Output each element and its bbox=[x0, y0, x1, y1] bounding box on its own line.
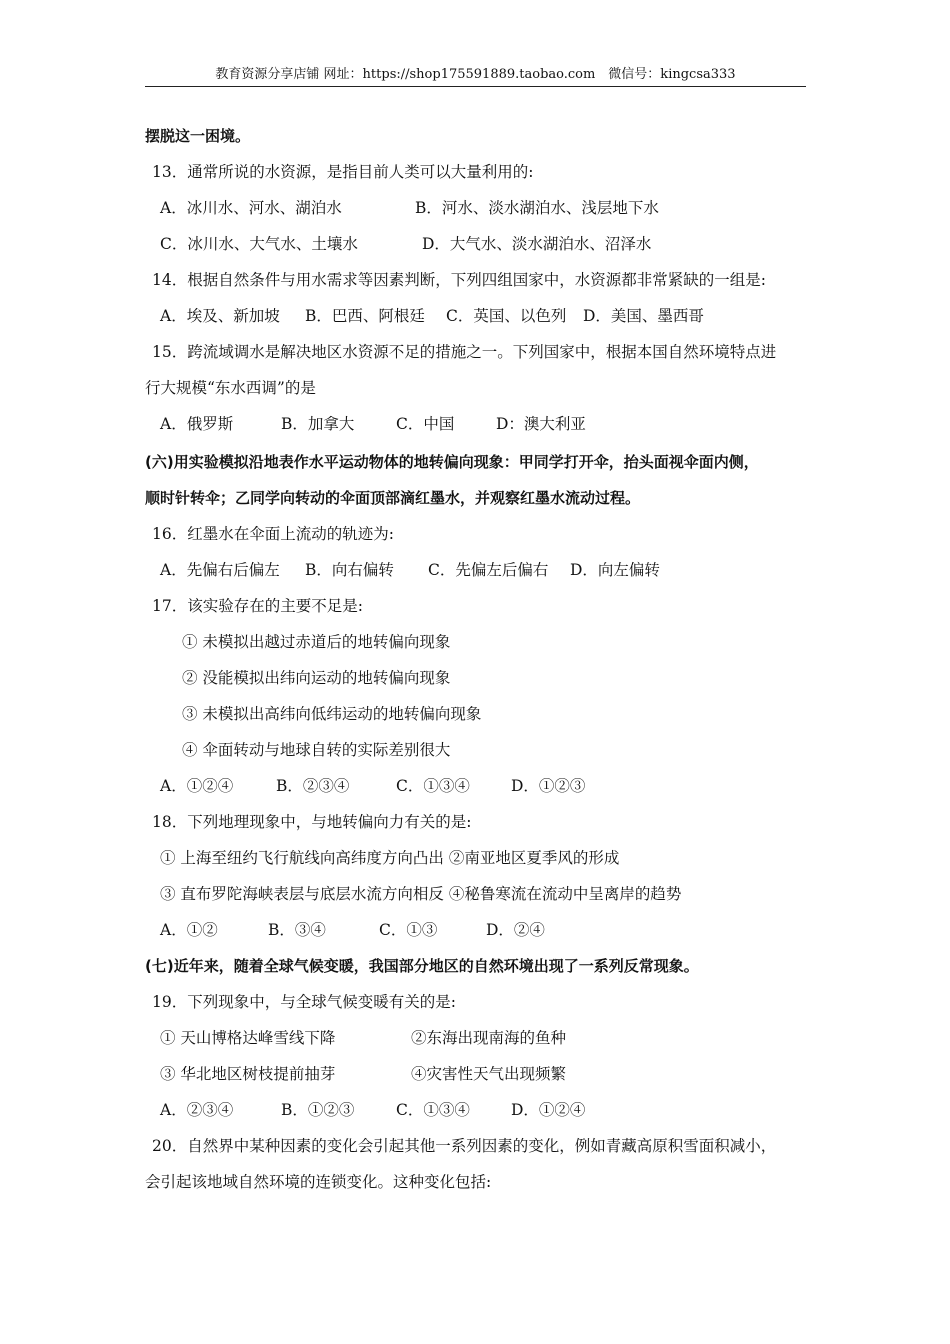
q18-items-line1: ① 上海至纽约飞行航线向高纬度方向凸出 ②南亚地区夏季风的形成 bbox=[160, 849, 620, 867]
q16-option-b: B．向右偏转 bbox=[305, 561, 394, 579]
q19-item-3: ③ 华北地区树枝提前抽芽 bbox=[160, 1065, 336, 1083]
q17-item-4: ④ 伞面转动与地球自转的实际差别很大 bbox=[182, 741, 451, 759]
q13-option-d: D．大气水、淡水湖泊水、沼泽水 bbox=[422, 235, 652, 253]
q15-option-d: D：澳大利亚 bbox=[496, 415, 586, 433]
q18-items-line2: ③ 直布罗陀海峡表层与底层水流方向相反 ④秘鲁寒流在流动中呈离岸的趋势 bbox=[160, 885, 682, 903]
q16-stem: 16．红墨水在伞面上流动的轨迹为: bbox=[152, 525, 394, 543]
q13-option-b: B．河水、淡水湖泊水、浅层地下水 bbox=[415, 199, 659, 217]
q16-option-d: D．向左偏转 bbox=[570, 561, 660, 579]
q16-option-c: C．先偏左后偏右 bbox=[428, 561, 549, 579]
q19-option-d: D．①②④ bbox=[511, 1101, 586, 1119]
q17-option-b: B．②③④ bbox=[276, 777, 350, 795]
q18-stem: 18．下列地理现象中，与地转偏向力有关的是: bbox=[152, 813, 472, 831]
q17-item-3: ③ 未模拟出高纬向低纬运动的地转偏向现象 bbox=[182, 705, 482, 723]
q19-item-2: ②东海出现南海的鱼种 bbox=[411, 1029, 567, 1047]
q18-option-d: D．②④ bbox=[486, 921, 545, 939]
q18-option-c: C．①③ bbox=[379, 921, 438, 939]
q15-stem-line2: 行大规模“东水西调”的是 bbox=[145, 379, 316, 397]
q20-stem-line1: 20．自然界中某种因素的变化会引起其他一系列因素的变化，例如青藏高原积雪面积减小， bbox=[152, 1137, 777, 1155]
q15-option-a: A．俄罗斯 bbox=[160, 415, 234, 433]
q19-stem: 19．下列现象中，与全球气候变暖有关的是: bbox=[152, 993, 456, 1011]
q14-option-d: D．美国、墨西哥 bbox=[583, 307, 704, 325]
intro-tail: 摆脱这一困境。 bbox=[145, 127, 251, 145]
q17-item-2: ② 没能模拟出纬向运动的地转偏向现象 bbox=[182, 669, 451, 687]
q19-item-4: ④灾害性天气出现频繁 bbox=[411, 1065, 567, 1083]
q14-option-a: A．埃及、新加坡 bbox=[160, 307, 280, 325]
q16-option-a: A．先偏右后偏左 bbox=[160, 561, 280, 579]
q19-item-1: ① 天山博格达峰雪线下降 bbox=[160, 1029, 336, 1047]
q14-option-b: B．巴西、阿根廷 bbox=[305, 307, 425, 325]
q17-item-1: ① 未模拟出越过赤道后的地转偏向现象 bbox=[182, 633, 451, 651]
q14-option-c: C．英国、以色列 bbox=[446, 307, 567, 325]
q19-option-a: A．②③④ bbox=[160, 1101, 234, 1119]
q15-stem-line1: 15．跨流域调水是解决地区水资源不足的措施之一。下列国家中，根据本国自然环境特点进 bbox=[152, 343, 777, 361]
q14-stem: 14．根据自然条件与用水需求等因素判断，下列四组国家中，水资源都非常紧缺的一组是: bbox=[152, 271, 766, 289]
q18-option-b: B．③④ bbox=[268, 921, 326, 939]
q17-option-d: D．①②③ bbox=[511, 777, 586, 795]
q19-option-b: B．①②③ bbox=[281, 1101, 355, 1119]
page-header: 教育资源分享店铺 网址：https://shop175591889.taobao.com 微信号：kingcsa333 bbox=[145, 64, 806, 87]
q17-option-c: C．①③④ bbox=[396, 777, 470, 795]
q20-stem-line2: 会引起该地域自然环境的连锁变化。这种变化包括: bbox=[145, 1173, 492, 1191]
q15-option-c: C．中国 bbox=[396, 415, 455, 433]
q15-option-b: B．加拿大 bbox=[281, 415, 355, 433]
section7-text: (七)近年来，随着全球气候变暖，我国部分地区的自然环境出现了一系列反常现象。 bbox=[145, 957, 699, 975]
q18-option-a: A．①② bbox=[160, 921, 218, 939]
q19-option-c: C．①③④ bbox=[396, 1101, 470, 1119]
q13-option-a: A．冰川水、河水、湖泊水 bbox=[160, 199, 342, 217]
q17-stem: 17．该实验存在的主要不足是: bbox=[152, 597, 363, 615]
q13-option-c: C．冰川水、大气水、土壤水 bbox=[160, 235, 358, 253]
q13-stem: 13．通常所说的水资源，是指目前人类可以大量利用的: bbox=[152, 163, 534, 181]
section6-line2: 顺时针转伞；乙同学向转动的伞面顶部滴红墨水，并观察红墨水流动过程。 bbox=[145, 489, 641, 507]
section6-line1: (六)用实验模拟沿地表作水平运动物体的地转偏向现象：甲同学打开伞，抬头面视伞面内侧， bbox=[145, 453, 759, 471]
q17-option-a: A．①②④ bbox=[160, 777, 234, 795]
